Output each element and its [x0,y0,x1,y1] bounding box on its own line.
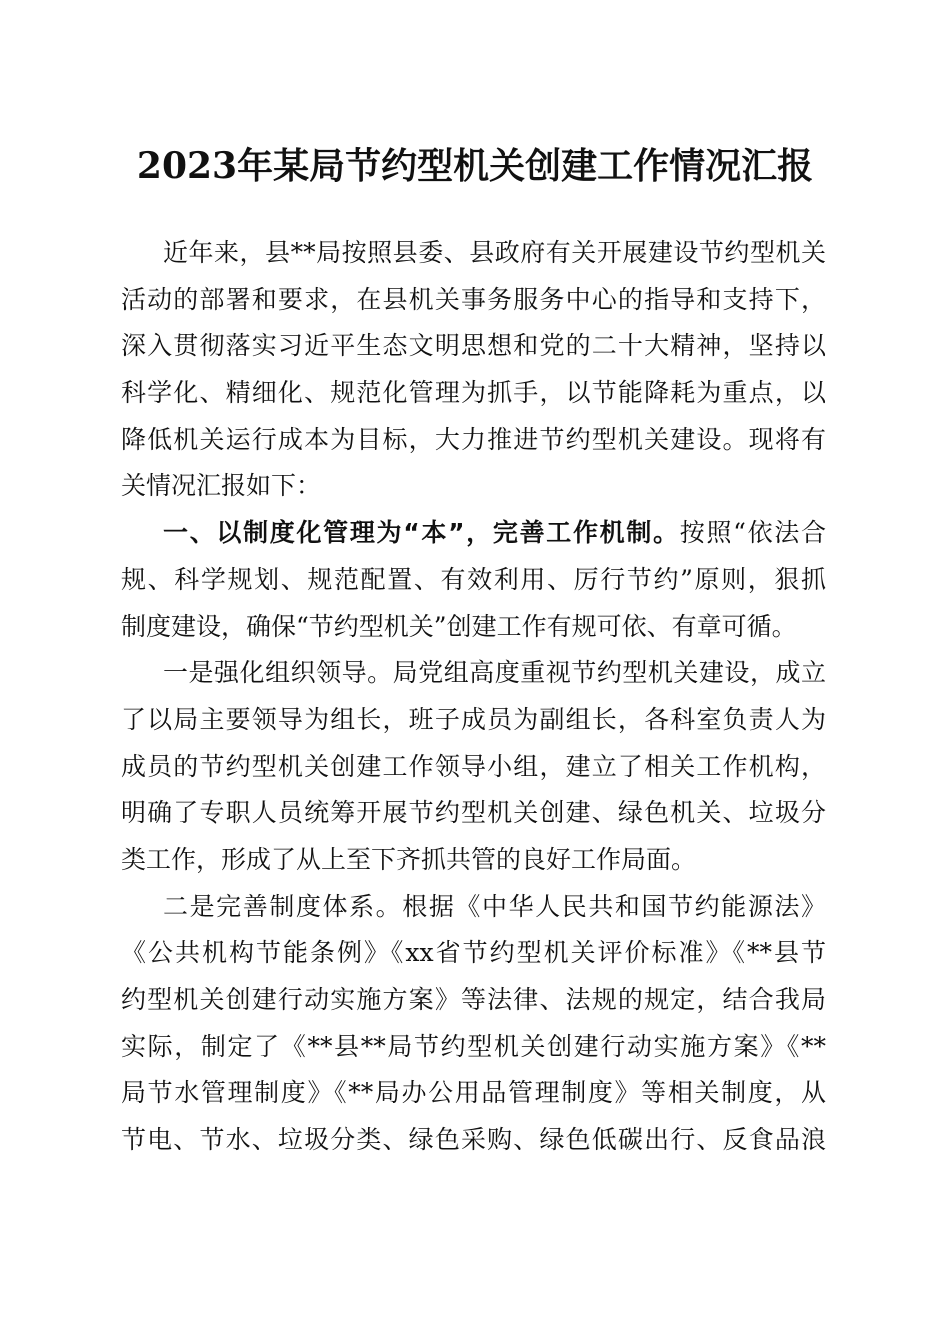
intro-line: 深入贯彻落实习近平生态文明思想和党的二十大精神，坚持以 [121,331,826,361]
section1-first-line [121,510,826,557]
section1-line-rest: 按照“依法合 [679,518,827,548]
intro-line: 近年来，县**局按照县委、县政府有关开展建设节约型机关 [163,238,826,267]
point2-line: 局节水管理制度》《**局办公用品管理制度》等相关制度，从 [121,1078,826,1108]
point2-line: 《公共机构节能条例》《xx省节约型机关评价标准》《**县节 [121,938,826,968]
section1-heading: 一、以制度化管理为“本”，完善工作机制。 [163,518,680,548]
point2-line: 约型机关创建行动实施方案》等法律、法规的规定，结合我局 [121,985,826,1014]
section1-line: 制度建设，确保“节约型机关”创建工作有规可依、有章可循。 [121,611,797,641]
point1-line: 成员的节约型机关创建工作领导小组，建立了相关工作机构， [121,751,826,781]
point1-line: 类工作，形成了从上至下齐抓共管的良好工作局面。 [121,844,697,874]
point1-line: 一是强化组织领导。局党组高度重视节约型机关建设，成立 [163,658,826,688]
point2-line: 节电、节水、垃圾分类、绿色采购、绿色低碳出行、反食品浪 [121,1125,826,1155]
point1-line: 了以局主要领导为组长，班子成员为副组长，各科室负责人为 [121,704,826,734]
document-title: 2023年某局节约型机关创建工作情况汇报 [136,145,814,187]
document-body [121,230,826,1164]
point1-line: 明确了专职人员统筹开展节约型机关创建、绿色机关、垃圾分 [121,798,826,828]
point2-line: 二是完善制度体系。根据《中华人民共和国节约能源法》 [163,891,826,921]
intro-line: 活动的部署和要求，在县机关事务服务中心的指导和支持下， [121,284,826,314]
intro-line: 降低机关运行成本为目标，大力推进节约型机关建设。现将有 [121,424,826,454]
intro-line: 关情况汇报如下： [121,471,322,501]
intro-line: 科学化、精细化、规范化管理为抓手，以节能降耗为重点，以 [121,378,826,408]
point2-line: 实际，制定了《**县**局节约型机关创建行动实施方案》《** [121,1031,826,1061]
section1-line: 规、科学规划、规范配置、有效利用、厉行节约”原则，狠抓 [121,564,826,594]
